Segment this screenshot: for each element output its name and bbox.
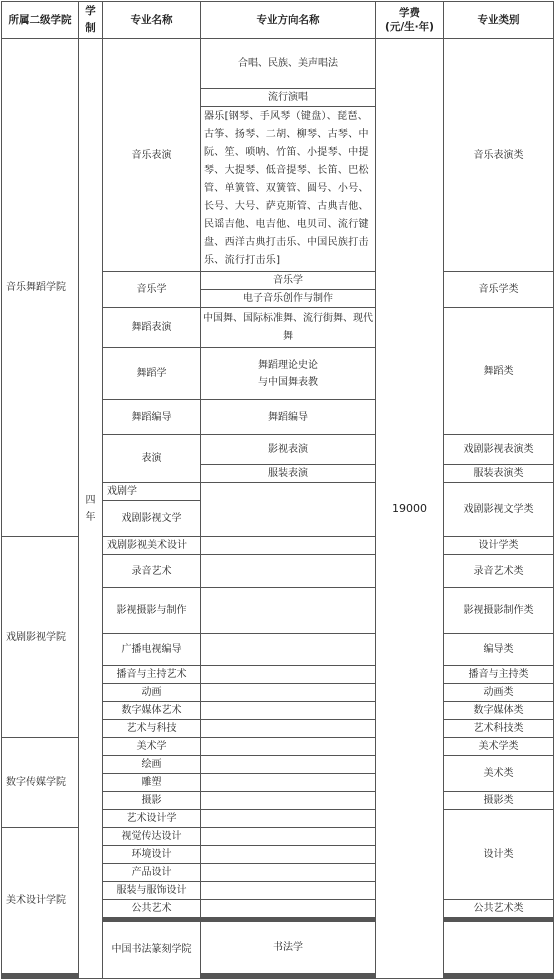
direction-cell: 器乐[钢琴、手风琴（键盘）、琵琶、古筝、扬琴、二胡、柳琴、古琴、中阮、笙、唢呐、竹笛、小提琴、中提琴、大提琴、低音提琴、长笛、巴松管、单簧管、双簧管、圆号、小号、长号、大号、萨克斯管、古典吉他、民谣吉他、电吉他、电贝司、流行键盘、西洋古典打击乐、中国民族打击乐、流行打击乐] <box>201 107 376 272</box>
category-cell: 音乐学类 <box>444 272 554 308</box>
major-cell: 戏剧影视美术设计 <box>103 537 201 555</box>
major-cell: 舞蹈学 <box>103 348 201 400</box>
major-cell: 舞蹈表演 <box>103 308 201 348</box>
direction-cell <box>201 684 376 702</box>
duration-cell: 四年 <box>79 39 103 979</box>
tuition-table <box>1 1 554 979</box>
col-header-fee <box>376 2 444 39</box>
major-cell: 环境设计 <box>103 846 201 864</box>
major-cell: 影视摄影与制作 <box>103 588 201 634</box>
direction-cell: 合唱、民族、美声唱法 <box>201 39 376 89</box>
fee-header-line2: (元/生·年) <box>385 21 434 33</box>
major-cell: 音乐学 <box>103 272 201 308</box>
category-cell: 公共艺术类 <box>444 900 554 918</box>
category-cell: 设计学类 <box>444 537 554 555</box>
direction-cell <box>201 846 376 864</box>
direction-cell <box>201 702 376 720</box>
direction-cell: 流行演唱 <box>201 89 376 107</box>
category-cell: 艺术科技类 <box>444 720 554 738</box>
category-cell: 摄影类 <box>444 792 554 810</box>
fee-header-line1: 学费 <box>399 7 420 19</box>
direction-cell: 影视表演 <box>201 435 376 465</box>
college-cell: 中国书法篆刻学院 <box>103 922 201 979</box>
major-cell: 美术学 <box>103 738 201 756</box>
direction-cell <box>201 738 376 756</box>
direction-line: 与中国舞表教 <box>258 376 318 388</box>
major-cell: 录音艺术 <box>103 555 201 588</box>
direction-cell <box>201 792 376 810</box>
direction-cell: 音乐学 <box>201 272 376 290</box>
direction-cell <box>201 588 376 634</box>
direction-cell <box>201 828 376 846</box>
direction-cell <box>201 774 376 792</box>
direction-cell <box>201 882 376 900</box>
direction-cell <box>201 720 376 738</box>
category-cell: 舞蹈类 <box>444 308 554 435</box>
category-cell: 音乐表演类 <box>444 39 554 272</box>
category-cell: 编导类 <box>444 634 554 666</box>
direction-cell: 舞蹈编导 <box>201 400 376 435</box>
major-cell: 公共艺术 <box>103 900 201 918</box>
major-cell: 广播电视编导 <box>103 634 201 666</box>
major-cell: 书法学 <box>201 922 376 974</box>
direction-cell: 电子音乐创作与制作 <box>201 290 376 308</box>
direction-cell <box>201 537 376 555</box>
direction-cell <box>201 666 376 684</box>
major-cell: 播音与主持艺术 <box>103 666 201 684</box>
direction-cell: 服装表演 <box>201 465 376 483</box>
category-cell: 美术学类 <box>444 738 554 756</box>
major-cell: 戏剧学 <box>103 483 201 501</box>
direction-cell <box>201 864 376 882</box>
college-cell: 音乐舞蹈学院 <box>2 39 79 537</box>
college-cell: 美术设计学院 <box>2 828 79 974</box>
major-cell: 艺术设计学 <box>103 810 201 828</box>
table-row <box>2 39 554 89</box>
category-cell: 播音与主持类 <box>444 666 554 684</box>
col-header-category: 专业类别 <box>444 2 554 39</box>
direction-line: 舞蹈理论史论 <box>258 359 318 371</box>
category-cell: 戏剧影视表演类 <box>444 435 554 465</box>
category-cell: 戏剧影视文学类 <box>444 483 554 537</box>
header-row <box>2 2 554 39</box>
fee-cell: 19000 <box>376 39 444 979</box>
direction-cell <box>201 555 376 588</box>
major-cell: 雕塑 <box>103 774 201 792</box>
major-cell: 视觉传达设计 <box>103 828 201 846</box>
category-cell: 录音艺术类 <box>444 555 554 588</box>
col-header-direction: 专业方向名称 <box>201 2 376 39</box>
college-cell: 数字传媒学院 <box>2 738 79 828</box>
col-header-duration: 学制 <box>79 2 103 39</box>
col-header-college: 所属二级学院 <box>2 2 79 39</box>
major-cell: 数字媒体艺术 <box>103 702 201 720</box>
major-cell: 摄影 <box>103 792 201 810</box>
direction-cell <box>201 634 376 666</box>
college-cell: 戏剧影视学院 <box>2 537 79 738</box>
major-cell: 动画 <box>103 684 201 702</box>
direction-cell <box>201 756 376 774</box>
category-cell: 设计类 <box>444 810 554 900</box>
category-cell: 数字媒体类 <box>444 702 554 720</box>
major-cell: 表演 <box>103 435 201 483</box>
major-cell: 音乐表演 <box>103 39 201 272</box>
major-cell: 戏剧影视文学 <box>103 501 201 537</box>
direction-cell <box>201 810 376 828</box>
category-cell: 美术类 <box>444 756 554 792</box>
major-cell: 绘画 <box>103 756 201 774</box>
major-cell: 舞蹈编导 <box>103 400 201 435</box>
direction-cell <box>201 348 376 400</box>
major-cell: 服装与服饰设计 <box>103 882 201 900</box>
direction-cell <box>201 900 376 918</box>
major-cell: 艺术与科技 <box>103 720 201 738</box>
direction-cell <box>444 922 554 974</box>
major-cell: 产品设计 <box>103 864 201 882</box>
category-cell: 服装表演类 <box>444 465 554 483</box>
col-header-major: 专业名称 <box>103 2 201 39</box>
direction-cell <box>201 483 376 537</box>
category-cell: 动画类 <box>444 684 554 702</box>
direction-cell: 中国舞、国际标准舞、流行街舞、现代舞 <box>201 308 376 348</box>
category-cell: 影视摄影制作类 <box>444 588 554 634</box>
